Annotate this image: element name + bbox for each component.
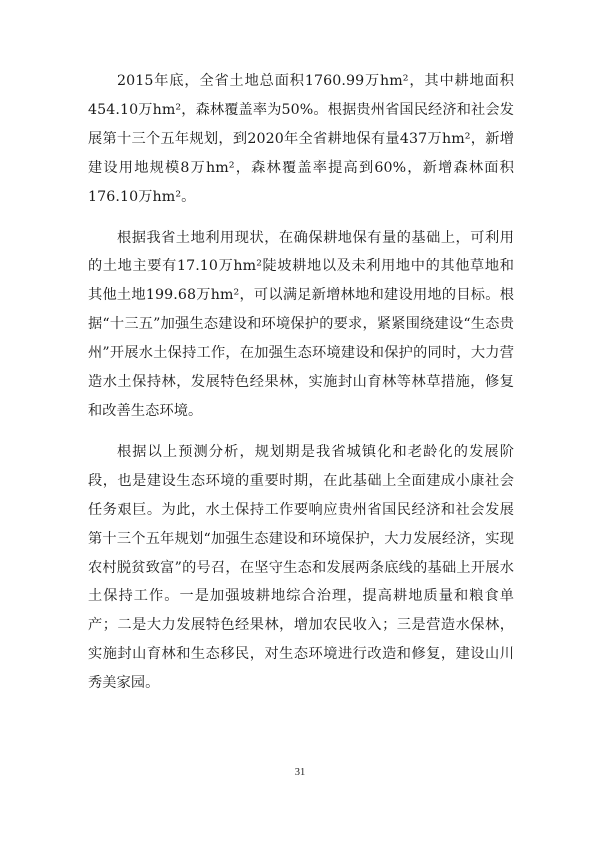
paragraph-planning-analysis: 根据以上预测分析，规划期是我省城镇化和老龄化的发展阶段，也是建设生态环境的重要时期，在此基础上全面建成小康社会任务艰巨。为此，水土保持工作要响应贵州省国民经济和社会发展第十三个五年规划“加强生态建设和环境保护，大力发展经济，实现农村脱贫致富”的号召，在坚守生态和发展两条底线的基础上开展水土保持工作。一是加强坡耕地综合治理，提高耕地质量和粮食单产；二是大力发展特色经果林，增加农民收入；三是营造水保林，实施封山育林和生态移民，对生态环境进行改造和修复，建设山川秀美家园。 — [88, 443, 514, 692]
page-number: 31 — [294, 767, 306, 778]
text-body — [88, 67, 514, 710]
paragraph-land-use-status: 根据我省土地利用现状，在确保耕地保有量的基础上，可利用的土地主要有17.10万hm²陡坡耕地以及未利用地中的其他草地和其他土地199.68万hm²，可以满足新增林地和建设用地的目标。根据“十三五”加强生态建设和环境保护的要求，紧紧围绕建设“生态贵州”开展水土保持工作，在加强生态环境建设和保护的同时，大力营造水土保持林，发展特色经果林，实施封山育林等林草措施，修复和改善生态环境。 — [88, 229, 514, 419]
paragraph-land-statistics: 2015年底，全省土地总面积1760.99万hm²，其中耕地面积454.10万hm²，森林覆盖率为50%。根据贵州省国民经济和社会发展第十三个五年规划，到2020年全省耕地保有量437万hm²，新增建设用地规模8万hm²，森林覆盖率提高到60%，新增森林面积176.10万hm²。 — [88, 73, 514, 205]
